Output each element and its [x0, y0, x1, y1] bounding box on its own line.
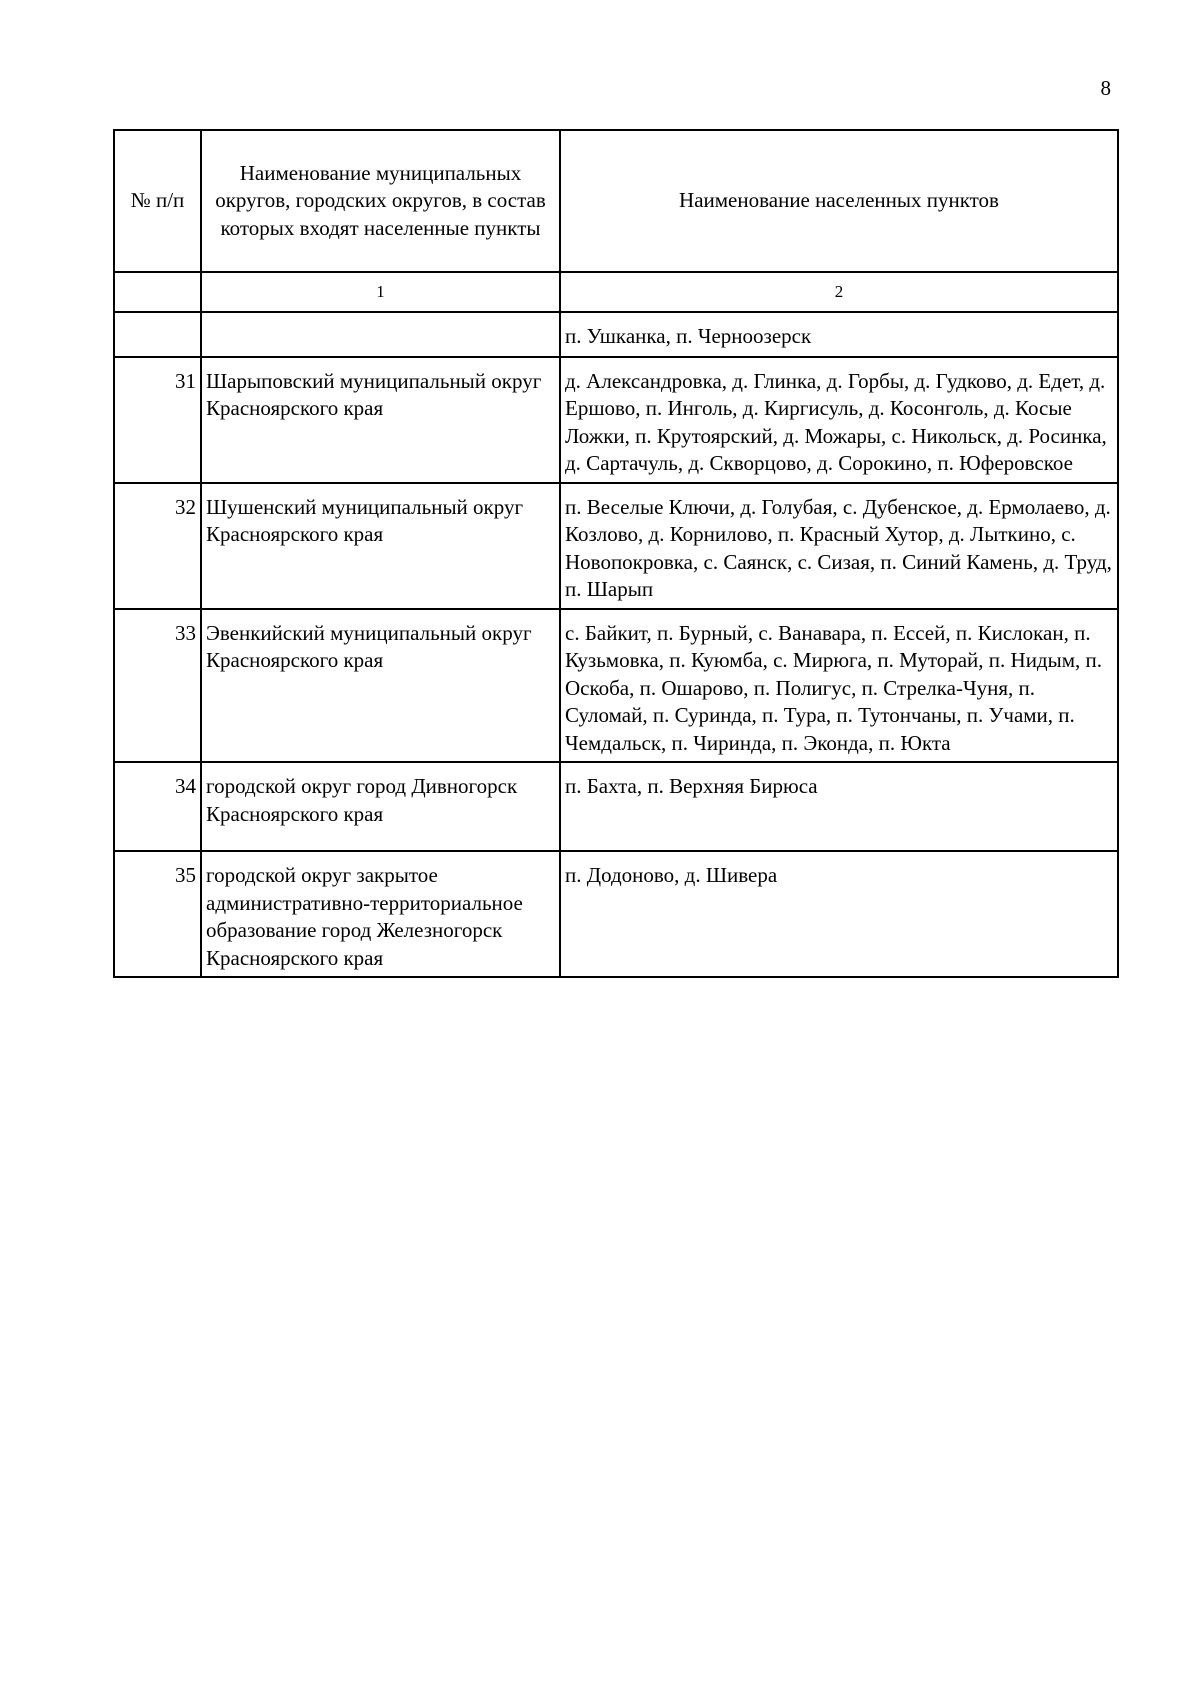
- row-number: [114, 312, 201, 357]
- settlement-list: с. Байкит, п. Бурный, с. Ванавара, п. Ессей, п. Кислокан, п. Кузьмовка, п. Куюмба, с. Мирюга, п. Муторай, п. Нидым, п. Оскоба, п. Ошарово, п. Полигус, п. Стрелка-Чуня, п. Суломай, п. Суринда, п. Тура, п. Тутончаны, п. Учами, п. Чемдальск, п. Чиринда, п. Эконда, п. Юкта: [560, 609, 1118, 763]
- header-settlements: Наименование населенных пунктов: [560, 130, 1118, 272]
- row-number: 34: [114, 762, 201, 851]
- header-num: № п/п: [114, 130, 201, 272]
- settlement-list: п. Додоново, д. Шивера: [560, 851, 1118, 977]
- row-number: 32: [114, 483, 201, 609]
- row-number: 35: [114, 851, 201, 977]
- table-header-row: [114, 130, 1118, 272]
- column-number-row: [114, 272, 1118, 312]
- row-number: 31: [114, 357, 201, 483]
- district-name: городской округ закрытое административно-территориальное образование город Железногорск Красноярского края: [201, 851, 560, 977]
- table-row: [114, 483, 1118, 609]
- column-number-blank: [114, 272, 201, 312]
- column-number-1: 1: [201, 272, 560, 312]
- table-row: [114, 762, 1118, 851]
- header-district-name: Наименование муниципальных округов, городских округов, в состав которых входят населенные пункты: [201, 130, 560, 272]
- district-name: Шушенский муниципальный округ Красноярского края: [201, 483, 560, 609]
- table-row: [114, 357, 1118, 483]
- settlements-table: [113, 129, 1119, 978]
- district-name: [201, 312, 560, 357]
- settlement-list: п. Ушканка, п. Черноозерск: [560, 312, 1118, 357]
- settlement-list: п. Веселые Ключи, д. Голубая, с. Дубенское, д. Ермолаево, д. Козлово, д. Корнилово, п. Красный Хутор, д. Лыткино, с. Новопокровка, с. Саянск, с. Сизая, п. Синий Камень, д. Труд, п. Шарып: [560, 483, 1118, 609]
- page-number: 8: [1100, 76, 1111, 100]
- district-name: Эвенкийский муниципальный округ Красноярского края: [201, 609, 560, 763]
- district-name: Шарыповский муниципальный округ Красноярского края: [201, 357, 560, 483]
- settlement-list: п. Бахта, п. Верхняя Бирюса: [560, 762, 1118, 851]
- district-name: городской округ город Дивногорск Красноярского края: [201, 762, 560, 851]
- table-row: [114, 609, 1118, 763]
- settlement-list: д. Александровка, д. Глинка, д. Горбы, д. Гудково, д. Едет, д. Ершово, п. Инголь, д. Киргисуль, д. Косонголь, д. Косые Ложки, п. Крутоярский, д. Можары, с. Никольск, д. Росинка, д. Сартачуль, д. Скворцово, д. Сорокино, п. Юферовское: [560, 357, 1118, 483]
- table-row: [114, 851, 1118, 977]
- row-number: 33: [114, 609, 201, 763]
- column-number-2: 2: [560, 272, 1118, 312]
- continuation-row: [114, 312, 1118, 357]
